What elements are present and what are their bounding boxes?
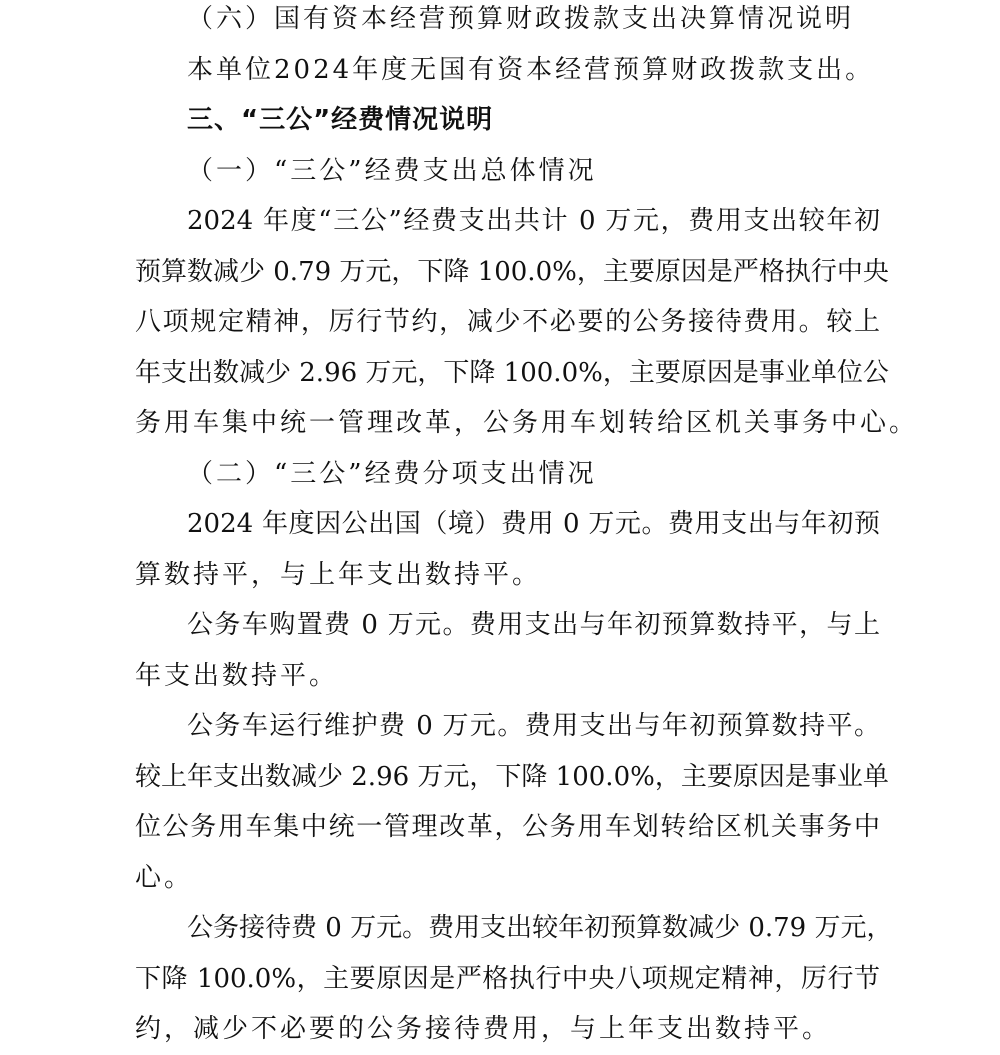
document-page [135,0,919,1055]
paragraph-line: 较上年支出数减少 2.96 万元，下降 100.0%，主要原因是事业单 [135,761,889,792]
paragraph-line: 算数持平，与上年支出数持平。 [135,559,542,590]
paragraph-line: 八项规定精神，厉行节约，减少不必要的公务接待费用。较上 [135,307,880,337]
section-heading: 三、“三公”经费情况说明 [187,105,494,135]
paragraph-line: 公务车运行维护费 0 万元。费用支出与年初预算数持平。 [187,711,880,741]
section-subheading: （六）国有资本经营预算财政拨款支出决算情况说明 [187,4,855,34]
paragraph-line: 公务接待费 0 万元。费用支出较年初预算数减少 0.79 万元， [187,913,893,943]
paragraph-line: 年支出数持平。 [135,660,339,691]
paragraph-line: 心。 [135,862,194,893]
paragraph-line: 约，减少不必要的公务接待费用，与上年支出数持平。 [135,1014,832,1044]
paragraph-line: 年支出数减少 2.96 万元，下降 100.0%，主要原因是事业单位公 [135,357,889,388]
paragraph-line: 预算数减少 0.79 万元，下降 100.0%，主要原因是严格执行中央 [135,256,889,287]
paragraph-line: 公务车购置费 0 万元。费用支出与年初预算数持平，与上 [187,610,880,640]
paragraph-line: 位公务用车集中统一管理改革，公务用车划转给区机关事务中 [135,812,880,842]
paragraph-line: 2024 年度“三公”经费支出共计 0 万元，费用支出较年初 [187,206,880,236]
section-subheading: （一）“三公”经费支出总体情况 [187,155,597,186]
section-subheading: （二）“三公”经费分项支出情况 [187,458,597,489]
paragraph-line: 下降 100.0%，主要原因是严格执行中央八项规定精神，厉行节 [135,963,880,994]
paragraph-line: 2024 年度因公出国（境）费用 0 万元。费用支出与年初预 [187,509,880,539]
paragraph-line: 本单位2024年度无国有资本经营预算财政拨款支出。 [187,54,875,85]
paragraph-line: 务用车集中统一管理改革，公务用车划转给区机关事务中心。 [135,408,919,438]
